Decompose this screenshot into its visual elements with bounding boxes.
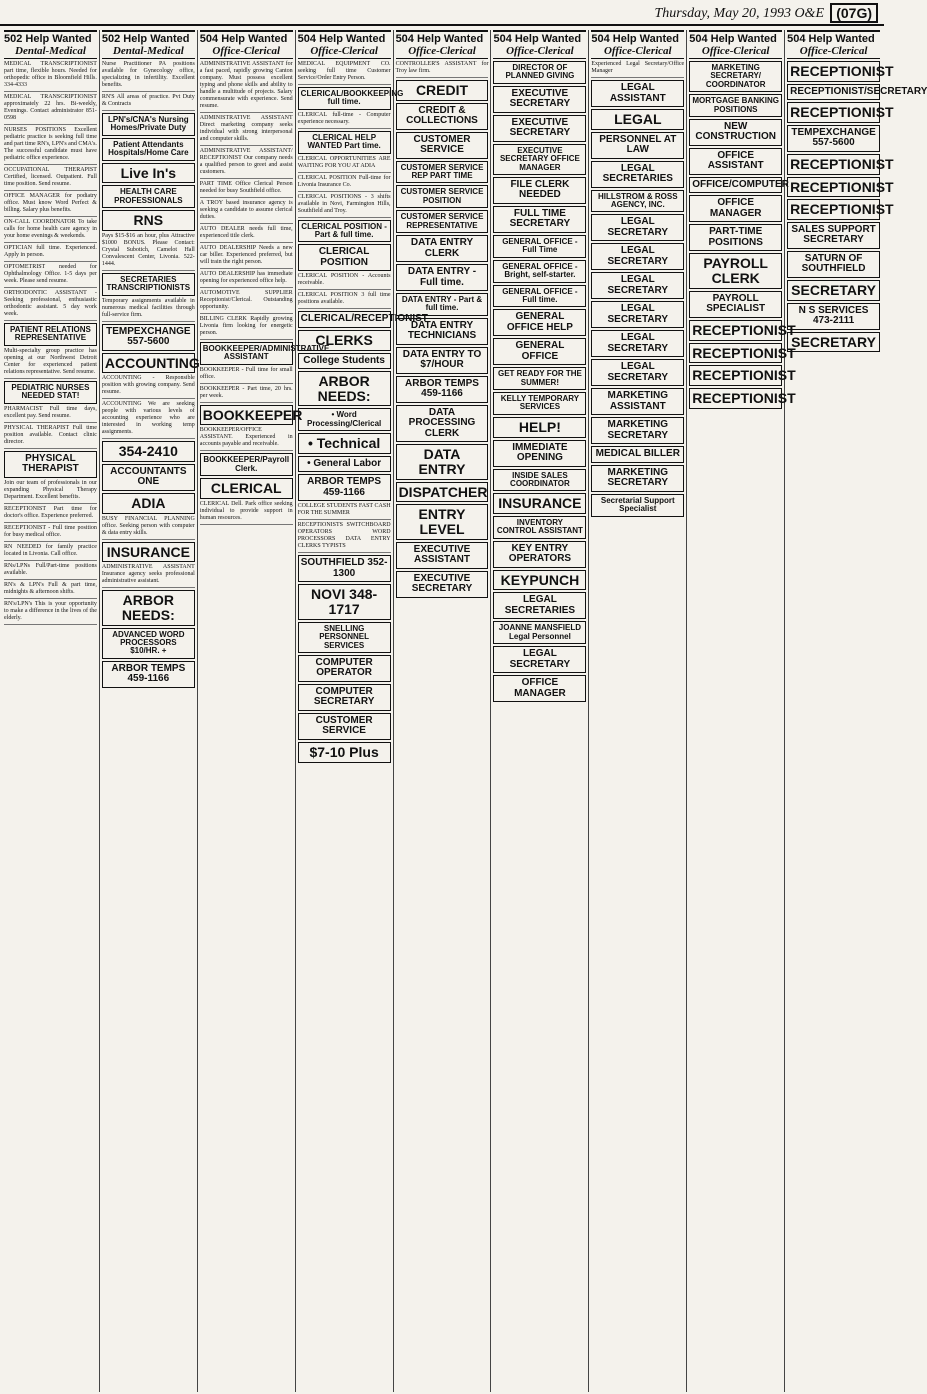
display-ad-headline: RECEPTIONIST — [787, 61, 880, 82]
display-ad-headline: IMMEDIATE OPENING — [493, 440, 586, 467]
classified-ad: OPTICIAN full time. Experienced. Apply in person. — [4, 245, 97, 262]
classified-ad: ADMINISTRATIVE ASSISTANT Direct marketing company seeks individual with strong interpersonal and computer skills. — [200, 115, 293, 146]
display-ad-headline: NOVI 348-1717 — [298, 584, 391, 619]
classified-columns — [2, 30, 927, 1392]
display-ad-headline: ARBOR TEMPS 459-1166 — [102, 661, 195, 688]
display-ad-headline: INSIDE SALES COORDINATOR — [493, 469, 586, 492]
section-category: Dental-Medical — [112, 45, 184, 57]
display-ad-headline: SOUTHFIELD 352-1300 — [298, 555, 391, 582]
classified-ad: CLERICAL POSITIONS - 3 shifts available in Novi, Farmington Hills, Southfield and Troy. — [298, 194, 391, 218]
display-ad-headline: ARBOR TEMPS 459-1166 — [298, 474, 391, 501]
section-number-title: 504 Help Wanted — [395, 33, 484, 45]
display-ad-headline: SECRETARIES TRANSCRIPTIONISTS — [102, 273, 195, 296]
classified-ad: CLERICAL POSITION Full-time for Livonia Insurance Co. — [298, 175, 391, 192]
classified-ad: CLERICAL OPPORTUNITIES ARE WAITING FOR YOU AT ADIA — [298, 156, 391, 173]
display-ad-headline: College Students — [298, 353, 391, 370]
column-heading — [298, 30, 391, 59]
display-ad-headline: CUSTOMER SERVICE REPRESENTATIVE — [396, 210, 489, 233]
classified-ad: BOOKKEEPER - Part time, 20 hrs. per week. — [200, 386, 293, 403]
classified-column — [687, 30, 796, 1392]
column-heading — [200, 30, 293, 59]
section-number-title: 504 Help Wanted — [297, 33, 386, 45]
classified-ad: ACCOUNTING We are seeking people with various levels of accounting experience who are interested in working temp assignments. — [102, 401, 195, 439]
section-category: Dental-Medical — [15, 45, 86, 57]
classified-ad: MEDICAL TRANSCRIPTIONIST approximately 22 hrs. Bi-weekly, Evenings. Contact administrator 851-0598 — [4, 94, 97, 125]
display-ad-headline: CUSTOMER SERVICE POSITION — [396, 185, 489, 208]
display-ad-headline: MARKETING SECRETARY/ COORDINATOR — [689, 61, 782, 92]
display-ad-headline: DATA ENTRY TO $7/HOUR — [396, 347, 489, 374]
display-ad-headline: CREDIT — [396, 80, 489, 101]
section-category: Office-Clerical — [212, 45, 281, 57]
display-ad-headline: OFFICE/COMPUTER — [689, 177, 782, 194]
display-ad-headline: RNS — [102, 210, 195, 231]
display-ad-headline: • General Labor — [298, 456, 391, 473]
classified-ad: PHARMACIST Full time days, excellent pay. Send resume. — [4, 406, 97, 423]
classified-ad: COLLEGE STUDENTS FAST CASH FOR THE SUMMER — [298, 503, 391, 520]
section-category: Office-Clerical — [310, 45, 378, 57]
display-ad-headline: RECEPTIONIST/SECRETARY — [787, 84, 880, 101]
classified-ad: Join our team of professionals in our expanding Physical Therapy Department. Excellent benefits. — [4, 480, 97, 504]
display-ad-headline: MARKETING SECRETARY — [591, 465, 684, 492]
display-ad-headline: OFFICE MANAGER — [689, 195, 782, 222]
classified-ad: CLERICAL Dell. Park office seeking individual to provide support in human resources. — [200, 501, 293, 525]
display-ad-headline: DISPATCHER — [396, 482, 489, 503]
section-category: Office-Clerical — [408, 45, 476, 57]
display-ad-headline: KEY ENTRY OPERATORS — [493, 541, 586, 568]
classified-ad: RN'S All areas of practice. Pvt Duty & Contracts — [102, 94, 195, 111]
column-heading — [493, 30, 586, 59]
display-ad-headline: CLERKS — [298, 330, 391, 351]
column-heading — [396, 30, 489, 59]
issue-date: Thursday, May 20, 1993 O&E — [654, 6, 824, 21]
display-ad-headline: SECRETARY — [787, 280, 880, 301]
display-ad-headline: SECRETARY — [787, 332, 880, 353]
display-ad-headline: RECEPTIONIST — [787, 102, 880, 123]
display-ad-headline: N S SERVICES 473-2111 — [787, 303, 880, 330]
display-ad-headline: GENERAL OFFICE - Full time. — [493, 285, 586, 308]
classified-ad: RN's & LPN's Full & part time, midnights & afternoon shifts. — [4, 582, 97, 599]
display-ad-headline: RECEPTIONIST — [689, 365, 782, 386]
display-ad-headline: RECEPTIONIST — [787, 177, 880, 198]
section-number-title: 504 Help Wanted — [689, 33, 777, 45]
display-ad-headline: PHYSICAL THERAPIST — [4, 451, 97, 478]
classified-column — [491, 30, 589, 1392]
section-number-title: 502 Help Wanted — [101, 33, 190, 45]
display-ad-headline: LEGAL SECRETARY — [591, 272, 684, 299]
display-ad-headline: ADIA — [102, 493, 195, 514]
display-ad-headline: GENERAL OFFICE HELP — [493, 309, 586, 336]
display-ad-headline: LPN's/CNA's Nursing Homes/Private Duty — [102, 113, 195, 136]
column-heading — [787, 30, 880, 59]
display-ad-headline: ACCOUNTANTS ONE — [102, 464, 195, 491]
display-ad-headline: BOOKKEEPER — [200, 405, 293, 426]
display-ad-headline: HILLSTROM & ROSS AGENCY, INC. — [591, 190, 684, 213]
display-ad-headline: DATA ENTRY - Part & full time. — [396, 293, 489, 316]
classified-ad: RN NEEDED for family practice located in Livonia. Call office. — [4, 544, 97, 561]
classified-ad: NURSES POSITIONS Excellent pediatric practice is seeking full time and part time RN's, LPN's and CMA's. The successful candidate must have pediatric office experience. — [4, 127, 97, 165]
classified-ad: PHYSICAL THERAPIST Full time position available. Contact clinic director. — [4, 425, 97, 449]
display-ad-headline: INSURANCE — [102, 542, 195, 563]
display-ad-headline: LEGAL SECRETARY — [591, 214, 684, 241]
display-ad-headline: DATA PROCESSING CLERK — [396, 405, 489, 443]
section-number-title: 504 Help Wanted — [591, 33, 679, 45]
display-ad-headline: OFFICE MANAGER — [493, 675, 586, 702]
display-ad-headline: LEGAL SECRETARIES — [591, 161, 684, 188]
display-ad-headline: Live In's — [102, 163, 195, 184]
display-ad-headline: PATIENT RELATIONS REPRESENTATIVE — [4, 323, 97, 346]
classified-ad: RECEPTIONIST - Full time position for busy medical office. — [4, 525, 97, 542]
display-ad-headline: Secretarial Support Specialist — [591, 494, 684, 517]
display-ad-headline: RECEPTIONIST — [787, 154, 880, 175]
display-ad-headline: 354-2410 — [102, 441, 195, 462]
section-number-title: 504 Help Wanted — [787, 33, 875, 45]
classified-ad: OFFICE MANAGER for podiatry office. Must know Word Perfect & billing. Salary plus benefits. — [4, 193, 97, 217]
display-ad-headline: LEGAL SECRETARY — [591, 359, 684, 386]
classified-ad: Temporary assignments available in numerous medical facilities through full-service firm. — [102, 298, 195, 322]
section-category: Office-Clerical — [799, 45, 868, 57]
display-ad-headline: KELLY TEMPORARY SERVICES — [493, 392, 586, 415]
classified-column — [2, 30, 100, 1392]
classified-ad: BOOKKEEPER - Full time for small office. — [200, 367, 293, 384]
classified-ad: CLERICAL full-time - Computer experience necessary. — [298, 112, 391, 129]
section-category: Office-Clerical — [603, 45, 672, 57]
display-ad-headline: $7-10 Plus — [298, 742, 391, 763]
classified-column — [394, 30, 492, 1392]
classified-ad: BOOKKEEPER/OFFICE ASSISTANT. Experienced in accounts payable and receivable. — [200, 427, 293, 451]
classified-ad: AUTO DEALERSHIP has immediate opening for experienced office help. — [200, 271, 293, 288]
display-ad-headline: MORTGAGE BANKING POSITIONS — [689, 94, 782, 117]
section-category: Office-Clerical — [701, 45, 770, 57]
classified-ad: ACCOUNTING - Responsible position with growing company. Send resume. — [102, 375, 195, 399]
classified-ad: CLERICAL POSITION 3 full time positions available. — [298, 292, 391, 309]
display-ad-headline: ADVANCED WORD PROCESSORS $10/HR. + — [102, 628, 195, 659]
classified-ad: Nurse Practitioner PA positions available for Gynecology office, specializing in infertility. Excellent benefits. — [102, 61, 195, 92]
display-ad-headline: • Technical — [298, 433, 391, 454]
display-ad-headline: HELP! — [493, 417, 586, 438]
display-ad-headline: PART-TIME POSITIONS — [689, 224, 782, 251]
display-ad-headline: CUSTOMER SERVICE — [298, 713, 391, 740]
section-number-title: 504 Help Wanted — [493, 33, 582, 45]
column-heading — [4, 30, 97, 59]
display-ad-headline: PERSONNEL AT LAW — [591, 132, 684, 159]
display-ad-headline: GENERAL OFFICE — [493, 338, 586, 365]
classified-column — [100, 30, 198, 1392]
display-ad-headline: EXECUTIVE SECRETARY OFFICE MANAGER — [493, 144, 586, 175]
page-number: (07G) — [830, 3, 878, 23]
display-ad-headline: DIRECTOR OF PLANNED GIVING — [493, 61, 586, 84]
display-ad-headline: CREDIT & COLLECTIONS — [396, 103, 489, 130]
display-ad-headline: KEYPUNCH — [493, 570, 586, 591]
display-ad-headline: CUSTOMER SERVICE — [396, 132, 489, 159]
display-ad-headline: ACCOUNTING — [102, 353, 195, 374]
display-ad-headline: NEW CONSTRUCTION — [689, 119, 782, 146]
display-ad-headline: LEGAL SECRETARY — [591, 330, 684, 357]
display-ad-headline: LEGAL ASSISTANT — [591, 80, 684, 107]
display-ad-headline: BOOKKEEPER/ADMINISTRATIVE ASSISTANT — [200, 342, 293, 365]
display-ad-headline: CLERICAL POSITION - Part & full time. — [298, 220, 391, 243]
column-heading — [102, 30, 195, 59]
display-ad-headline: MARKETING ASSISTANT — [591, 388, 684, 415]
display-ad-headline: GET READY FOR THE SUMMER! — [493, 367, 586, 390]
classified-ad: AUTO DEALER needs full time, experienced title clerk. — [200, 226, 293, 243]
display-ad-headline: DATA ENTRY TECHNICIANS — [396, 318, 489, 345]
classified-ad: RECEPTIONIST Part time for doctor's office. Experience preferred. — [4, 506, 97, 523]
display-ad-headline: CLERICAL HELP WANTED Part time. — [298, 131, 391, 154]
display-ad-headline: FULL TIME SECRETARY — [493, 206, 586, 233]
display-ad-headline: FILE CLERK NEEDED — [493, 177, 586, 204]
display-ad-headline: TEMPEXCHANGE 557-5600 — [102, 324, 195, 351]
display-ad-headline: EXECUTIVE SECRETARY — [493, 115, 586, 142]
display-ad-headline: GENERAL OFFICE - Full Time — [493, 235, 586, 258]
column-heading — [689, 30, 782, 59]
classified-ad: RNs/LPNs Full/Part-time positions available. — [4, 563, 97, 580]
classified-ad: ADMINISTRATIVE ASSISTANT Insurance agency seeks professional administrative assistant. — [102, 564, 195, 588]
display-ad-headline: SALES SUPPORT SECRETARY — [787, 222, 880, 249]
display-ad-headline: TEMPEXCHANGE 557-5600 — [787, 125, 880, 152]
display-ad-headline: INVENTORY CONTROL ASSISTANT — [493, 516, 586, 539]
display-ad-headline: DATA ENTRY — [396, 444, 489, 479]
display-ad-headline: CLERICAL/BOOKKEEPING full time. — [298, 87, 391, 110]
classified-ad: CONTROLLER'S ASSISTANT for Troy law firm. — [396, 61, 489, 78]
display-ad-headline: COMPUTER OPERATOR — [298, 655, 391, 682]
display-ad-headline: MARKETING SECRETARY — [591, 417, 684, 444]
classified-ad: RN's/LPN's This is your opportunity to make a difference in the lives of the elderly. — [4, 601, 97, 625]
display-ad-headline: EXECUTIVE SECRETARY — [396, 571, 489, 598]
classified-ad: OCCUPATIONAL THERAPIST Certified, licensed. Outpatient. Full time position. Send resume. — [4, 167, 97, 191]
classified-ad: OPTOMETRIST needed for Ophthalmology Office. 1-5 days per week. Please send resume. — [4, 264, 97, 288]
display-ad-headline: CLERICAL — [200, 478, 293, 499]
classified-column — [296, 30, 428, 1392]
display-ad-headline: ARBOR TEMPS 459-1166 — [396, 376, 489, 403]
display-ad-headline: JOANNE MANSFIELD Legal Personnel — [493, 621, 586, 644]
classified-column — [785, 30, 927, 1392]
classified-ad: Experienced Legal Secretary/Office Manager — [591, 61, 684, 78]
display-ad-headline: SNELLING PERSONNEL SERVICES — [298, 622, 391, 653]
classified-ad: Multi-specialty group practice has opening at our Northwest Detroit Center for experienced patient relations representative. Send resume. — [4, 348, 97, 379]
classified-ad: ADMINISTRATIVE ASSISTANT for a fast paced, rapidly growing Canton company. Must possess excellent typing and phone skills and ability to handle a multitude of projects. Salary commensurate with experience. Send resume. — [200, 61, 293, 113]
display-ad-headline: RECEPTIONIST — [689, 343, 782, 364]
display-ad-headline: DATA ENTRY - Full time. — [396, 264, 489, 291]
display-ad-headline: SATURN OF SOUTHFIELD — [787, 251, 880, 278]
classified-column — [589, 30, 687, 1392]
classified-ad: ORTHODONTIC ASSISTANT - Seeking professional, enthusiastic orthodontic assistant. 5 day work week. — [4, 290, 97, 321]
display-ad-headline: CLERICAL/RECEPTIONIST — [298, 311, 391, 328]
display-ad-headline: OFFICE ASSISTANT — [689, 148, 782, 175]
display-ad-headline: INSURANCE — [493, 493, 586, 514]
classified-ad: ADMINISTRATIVE ASSISTANT/ RECEPTIONIST Our company needs a qualified person to greet and assist customers. — [200, 148, 293, 179]
display-ad-headline: EXECUTIVE ASSISTANT — [396, 542, 489, 569]
display-ad-headline: PAYROLL SPECIALIST — [689, 291, 782, 318]
display-ad-headline: PAYROLL CLERK — [689, 253, 782, 288]
classified-ad: PART TIME Office Clerical Person needed for busy Southfield office. — [200, 181, 293, 198]
display-ad-headline: PEDIATRIC NURSES NEEDED STAT! — [4, 381, 97, 404]
classified-ad: CLERICAL POSITION - Accounts receivable. — [298, 273, 391, 290]
display-ad-headline: RECEPTIONIST — [689, 320, 782, 341]
classified-ad: RECEPTIONISTS SWITCHBOARD OPERATORS WORD PROCESSORS DATA ENTRY CLERKS TYPISTS — [298, 522, 391, 553]
display-ad-headline: LEGAL — [591, 109, 684, 130]
classified-ad: AUTO DEALERSHIP Needs a new car biller. Experienced preferred, but will train the right person. — [200, 245, 293, 269]
classified-ad: MEDICAL TRANSCRIPTIONIST part time, flexible hours. Needed for orthopedic office in Bloomfield Hills. 334-4333 — [4, 61, 97, 92]
display-ad-headline: LEGAL SECRETARY — [591, 243, 684, 270]
classified-ad: BILLING CLERK Rapidly growing Livonia firm looking for energetic person. — [200, 316, 293, 340]
classified-ad: AUTOMOTIVE SUPPLIER Receptionist/Clerical. Outstanding opportunity. — [200, 290, 293, 314]
classified-ad: BUSY FINANCIAL PLANNING office. Seeking person with computer & data entry skills. — [102, 516, 195, 540]
display-ad-headline: BOOKKEEPER/Payroll Clerk. — [200, 453, 293, 476]
display-ad-headline: LEGAL SECRETARY — [591, 301, 684, 328]
display-ad-headline: LEGAL SECRETARIES — [493, 592, 586, 619]
display-ad-headline: Patient Attendants Hospitals/Home Care — [102, 138, 195, 161]
display-ad-headline: ENTRY LEVEL — [396, 504, 489, 539]
display-ad-headline: GENERAL OFFICE - Bright, self-starter. — [493, 260, 586, 283]
display-ad-headline: MEDICAL BILLER — [591, 446, 684, 463]
display-ad-headline: COMPUTER SECRETARY — [298, 684, 391, 711]
display-ad-headline: ARBOR NEEDS: — [298, 371, 391, 406]
section-number-title: 504 Help Wanted — [199, 33, 288, 45]
classified-column — [198, 30, 330, 1392]
display-ad-headline: HEALTH CARE PROFESSIONALS — [102, 185, 195, 208]
display-ad-headline: CLERICAL POSITION — [298, 244, 391, 271]
classified-ad: Pays $15-$16 an hour, plus Attractive $1000 BONUS. Please Contact: Crystal Subotich, Camelot Hall Convalescent Center, Livonia. 522-1444. — [102, 233, 195, 271]
display-ad-headline: DATA ENTRY CLERK — [396, 235, 489, 262]
classified-ad: A TROY based insurance agency is seeking a candidate to assume clerical duties. — [200, 200, 293, 224]
display-ad-headline: LEGAL SECRETARY — [493, 646, 586, 673]
column-heading — [591, 30, 684, 59]
display-ad-headline: RECEPTIONIST — [787, 199, 880, 220]
classified-ad: ON-CALL COORDINATOR To take calls for home health care agency in your home evenings & weekends. — [4, 219, 97, 243]
display-ad-headline: RECEPTIONIST — [689, 388, 782, 409]
display-ad-headline: • Word Processing/Clerical — [298, 408, 391, 431]
display-ad-headline: CUSTOMER SERVICE REP PART TIME — [396, 161, 489, 184]
display-ad-headline: ARBOR NEEDS: — [102, 590, 195, 625]
section-category: Office-Clerical — [506, 45, 574, 57]
section-number-title: 502 Help Wanted — [4, 33, 92, 45]
display-ad-headline: EXECUTIVE SECRETARY — [493, 86, 586, 113]
classified-ad: MEDICAL EQUIPMENT CO. seeking full time Customer Service/Order Entry Person. — [298, 61, 391, 85]
page-header — [0, 0, 884, 26]
